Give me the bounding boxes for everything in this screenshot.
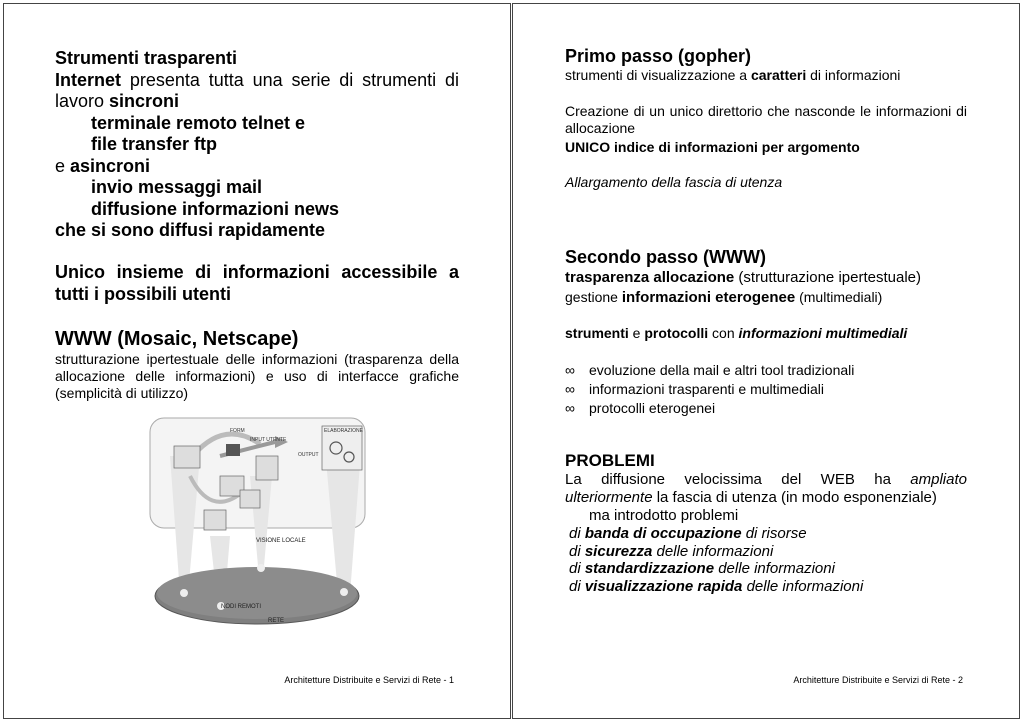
problem-post: delle informazioni — [742, 577, 864, 595]
gestione-line — [565, 288, 967, 307]
problem-item — [565, 543, 967, 561]
step1-title: Primo passo (gopher) — [565, 46, 752, 66]
node-dot — [257, 564, 265, 572]
page-footer: Architetture Distribuite e Servizi di Rete - 2 — [793, 675, 963, 685]
allargamento-line: Allargamento della fascia di utenza — [565, 174, 783, 190]
transp-bold: trasparenza allocazione — [565, 269, 735, 286]
label-form: FORM — [230, 428, 245, 434]
node-dot — [340, 588, 348, 596]
section-title: Strumenti trasparenti — [55, 48, 238, 68]
problem-item — [565, 578, 967, 596]
label-visione-locale: VISIONE LOCALE — [256, 538, 306, 544]
tools-line — [565, 325, 967, 342]
prob-post: la fascia di utenza (in modo esponenziale) — [652, 489, 937, 506]
infinity-bullet-icon: ∞ — [565, 400, 575, 416]
problems-intro — [565, 471, 967, 507]
problems-title: PROBLEMI — [565, 451, 655, 470]
tools-bold-2: protocolli — [644, 325, 709, 341]
prob-italic: ampliato ulteriormente — [565, 471, 967, 506]
spread-line: che si sono diffusi rapidamente — [55, 220, 326, 240]
sync-word: sincroni — [109, 91, 180, 111]
step1-bold: caratteri — [750, 67, 807, 83]
async-item: invio messaggi mail — [91, 177, 263, 197]
prob-pre: La diffusione velocissima del WEB ha — [565, 471, 911, 488]
step1-section — [565, 46, 967, 84]
problem-post: di risorse — [741, 525, 807, 542]
gestione-bold: informazioni eterogenee — [621, 289, 796, 306]
list-item-text: protocolli eterogenei — [589, 400, 716, 416]
label-elaborazione: ELABORAZIONE — [324, 428, 363, 434]
async-word: asincroni — [70, 155, 151, 176]
window-icon — [240, 490, 260, 508]
problem-bold: standardizzazione — [584, 560, 715, 577]
label-output: OUTPUT — [298, 452, 319, 458]
async-line — [55, 156, 459, 178]
page-footer: Architetture Distribuite e Servizi di Rete - 1 — [284, 675, 454, 685]
tools-section — [55, 48, 459, 242]
list-item — [565, 361, 967, 380]
window-icon — [256, 456, 278, 480]
www-title: WWW (Mosaic, Netscape) — [55, 328, 299, 350]
async-prefix: e — [55, 155, 71, 176]
problem-post: delle informazioni — [714, 560, 835, 577]
label-rete: RETE — [268, 618, 285, 624]
list-item-text: evoluzione della mail e altri tool tradizionali — [589, 362, 855, 378]
label-input: INPUT UTENTE — [250, 437, 287, 443]
gestione-post: (multimediali) — [795, 289, 883, 305]
problems-section — [565, 450, 967, 595]
tools-italic: informazioni multimediali — [738, 325, 908, 341]
problems-lead: ma introdotto problemi — [589, 507, 739, 524]
creation-paragraph: Creazione di un unico direttorio che nasconde le informazioni di allocazione — [565, 103, 967, 136]
tools-mid: e — [628, 325, 645, 341]
network-figure — [100, 416, 370, 636]
tools-bold-1: strumenti — [565, 325, 629, 341]
problem-bold: sicurezza — [584, 542, 653, 560]
window-icon — [204, 510, 226, 530]
problem-pre: di — [569, 542, 585, 560]
problem-item — [565, 560, 967, 578]
step1-pre: strumenti di visualizzazione a — [565, 67, 751, 83]
transp-rest: (strutturazione ipertestuale) — [734, 269, 921, 286]
infinity-bullet-icon: ∞ — [565, 362, 575, 378]
problem-post: delle informazioni — [652, 542, 774, 560]
problem-item — [565, 525, 967, 543]
internet-word: Internet — [55, 69, 122, 90]
keyboard-icon — [226, 444, 240, 456]
slide-page-1 — [3, 3, 511, 719]
problem-bold: visualizzazione rapida — [584, 577, 743, 595]
list-item — [565, 399, 967, 418]
problem-pre: di — [569, 525, 585, 542]
problem-pre: di — [569, 577, 585, 595]
problem-bold: banda di occupazione — [584, 525, 742, 542]
sync-item: terminale remoto telnet e — [91, 112, 306, 133]
sync-item: file transfer ftp — [91, 134, 218, 154]
step1-post: di informazioni — [806, 67, 901, 83]
tools-con: con — [708, 325, 739, 341]
list-item — [565, 380, 967, 399]
intro-paragraph — [55, 70, 459, 113]
unico-line: UNICO indice di informazioni per argomento — [565, 139, 860, 155]
unique-statement: Unico insieme di informazioni accessibile a tutti i possibili utenti — [55, 262, 459, 304]
step2-title: Secondo passo (WWW) — [565, 247, 766, 267]
label-nodi-remoti: NODI REMOTI — [221, 604, 261, 610]
infinity-bullet-icon: ∞ — [565, 381, 575, 397]
evolution-list — [565, 361, 967, 418]
intro-text: presenta tutta una serie di strumenti di lavoro — [55, 69, 459, 111]
gestione-pre: gestione — [565, 289, 622, 305]
node-dot — [180, 589, 188, 597]
window-icon — [174, 446, 200, 468]
www-description: strutturazione ipertestuale delle informazioni (trasparenza della allocazione delle informazioni) e uso di interfacce grafiche (semplicità di utilizzo) — [55, 351, 459, 401]
transp-line — [565, 268, 967, 288]
www-section — [55, 327, 459, 402]
async-item: diffusione informazioni news — [91, 198, 340, 219]
slide-page-2 — [512, 3, 1020, 719]
problem-pre: di — [569, 560, 585, 577]
step2-section — [565, 247, 967, 307]
step1-line — [565, 67, 967, 84]
list-item-text: informazioni trasparenti e multimediali — [589, 381, 824, 397]
